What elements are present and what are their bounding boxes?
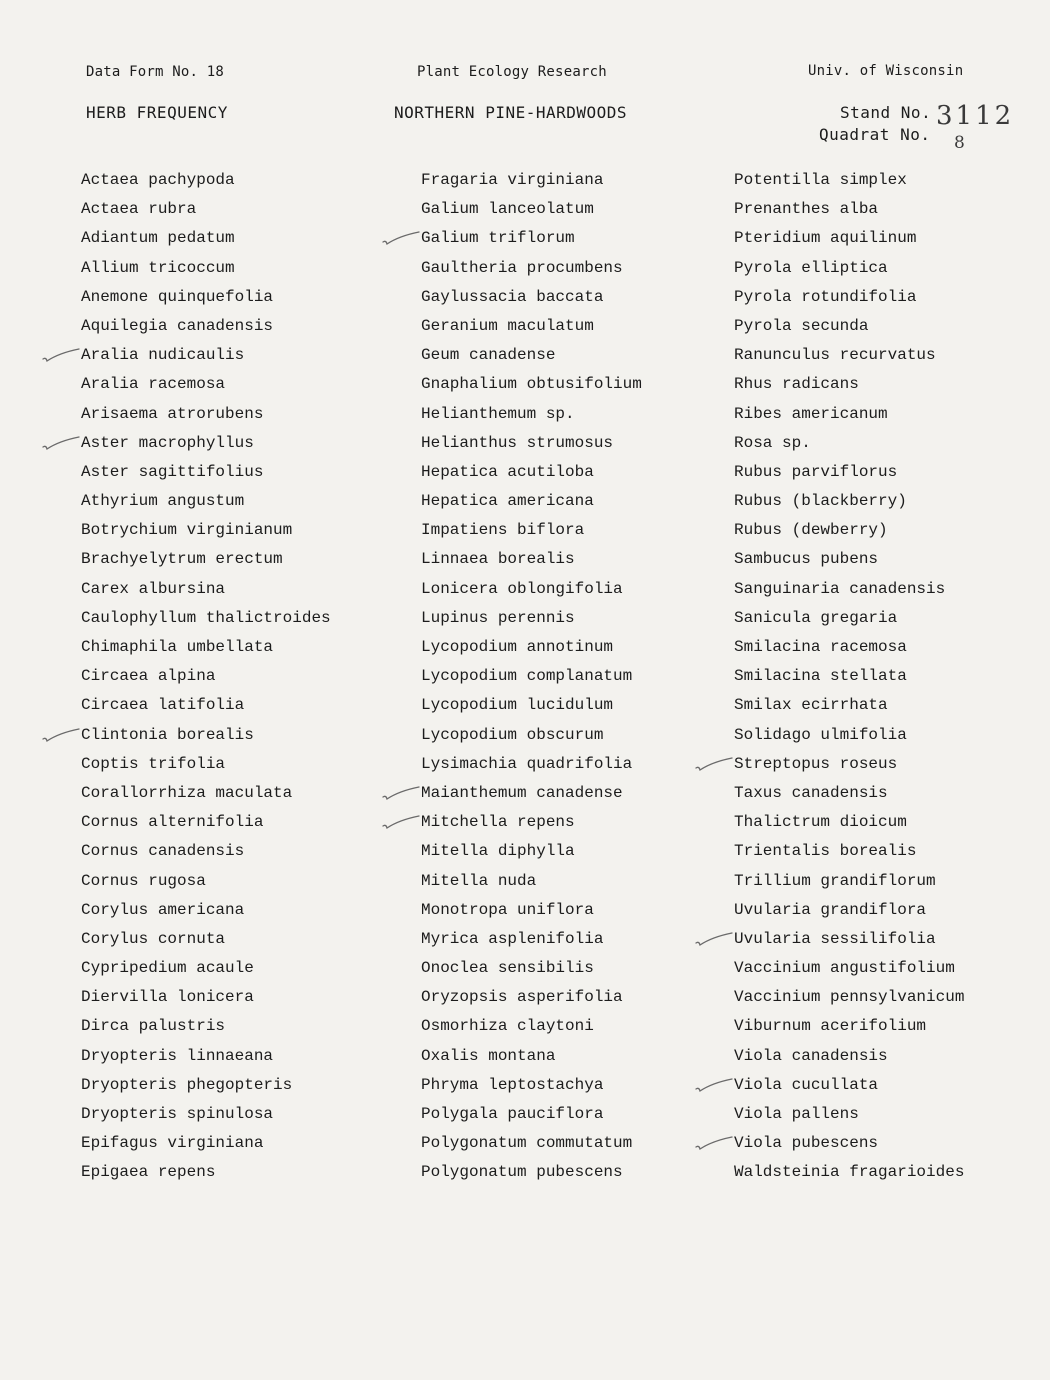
species-entry [734, 721, 1034, 750]
species-entry [734, 283, 1034, 312]
species-entry [734, 779, 1034, 808]
species-entry [421, 604, 721, 633]
species-name: Hepatica acutiloba [421, 462, 594, 481]
species-entry [421, 837, 721, 866]
species-entry [734, 341, 1034, 370]
check-mark-icon [694, 929, 734, 949]
species-name: Chimaphila umbellata [81, 638, 274, 656]
species-name: Galium lanceolatum [421, 200, 594, 219]
species-name: Potentilla simplex [734, 171, 907, 189]
check-mark-icon [41, 725, 81, 745]
species-entry [81, 779, 381, 808]
check-mark-icon [41, 433, 81, 453]
species-entry [734, 633, 1034, 662]
species-entry [734, 195, 1034, 224]
species-entry [734, 750, 1034, 779]
species-entry [81, 1129, 381, 1158]
species-entry [421, 400, 721, 429]
species-entry [734, 662, 1034, 691]
species-name: Mitella nuda [421, 871, 537, 890]
species-entry [421, 429, 721, 458]
species-name: Lysimachia quadrifolia [421, 754, 633, 773]
species-name: Lycopodium annotinum [421, 638, 614, 656]
species-entry [81, 691, 381, 720]
species-name: Rosa sp. [734, 433, 811, 452]
species-entry [734, 1158, 1034, 1187]
species-entry [734, 545, 1034, 574]
species-name: Helianthemum sp. [421, 404, 575, 423]
species-name: Maianthemum canadense [421, 783, 623, 802]
species-name: Brachyelytrum erectum [81, 550, 283, 569]
species-entry [734, 604, 1034, 633]
species-name: Viola cucullata [734, 1075, 879, 1094]
species-entry [421, 341, 721, 370]
species-entry [81, 166, 381, 195]
species-entry [421, 254, 721, 283]
species-entry [81, 195, 381, 224]
species-entry [421, 312, 721, 341]
species-entry [734, 1129, 1034, 1158]
species-entry [421, 1100, 721, 1129]
species-entry [81, 1158, 381, 1187]
species-entry [734, 925, 1034, 954]
form-number: Data Form No. 18 [86, 64, 225, 80]
species-name: Osmorhiza claytoni [421, 1017, 594, 1036]
species-name: Streptopus roseus [734, 754, 898, 773]
species-name: Gnaphalium obtusifolium [421, 375, 642, 394]
species-entry [421, 516, 721, 545]
species-entry [734, 954, 1034, 983]
species-name: Oxalis montana [421, 1046, 556, 1065]
species-name: Viola pallens [734, 1105, 859, 1123]
species-entry [81, 662, 381, 691]
species-name: Fragaria virginiana [421, 171, 604, 189]
species-name: Polygonatum pubescens [421, 1163, 623, 1182]
species-entry [81, 429, 381, 458]
species-name: Smilacina stellata [734, 667, 907, 686]
species-name: Sanguinaria canadensis [734, 579, 946, 598]
species-entry [81, 1100, 381, 1129]
species-name: Cypripedium acaule [81, 959, 254, 978]
species-name: Trientalis borealis [734, 842, 917, 861]
species-entry [421, 370, 721, 399]
species-entry [421, 545, 721, 574]
check-mark-icon [381, 228, 421, 248]
species-name: Anemone quinquefolia [81, 287, 274, 306]
species-name: Prenanthes alba [734, 200, 879, 219]
species-entry [81, 545, 381, 574]
species-name: Smilax ecirrhata [734, 696, 888, 715]
species-name: Uvularia sessilifolia [734, 929, 936, 948]
species-name: Vaccinium angustifolium [734, 959, 955, 978]
species-name: Aster sagittifolius [81, 462, 264, 481]
species-entry [421, 1071, 721, 1100]
species-entry [734, 1042, 1034, 1071]
species-entry [734, 1071, 1034, 1100]
species-entry [734, 808, 1034, 837]
species-entry [734, 896, 1034, 925]
species-name: Dryopteris spinulosa [81, 1105, 274, 1123]
species-name: Trillium grandiflorum [734, 871, 936, 890]
species-name: Lycopodium lucidulum [421, 696, 614, 715]
species-entry [734, 429, 1034, 458]
species-name: Aster macrophyllus [81, 433, 254, 452]
species-name: Sambucus pubens [734, 550, 879, 569]
species-name: Viola pubescens [734, 1134, 879, 1153]
species-entry [81, 400, 381, 429]
species-name: Pyrola secunda [734, 316, 869, 335]
species-entry [81, 867, 381, 896]
species-name: Solidago ulmifolia [734, 725, 907, 744]
species-name: Rubus parviflorus [734, 462, 898, 481]
species-entry [734, 837, 1034, 866]
species-entry [734, 487, 1034, 516]
species-name: Actaea pachypoda [81, 171, 235, 189]
species-name: Polygonatum commutatum [421, 1134, 633, 1153]
quadrat-label: Quadrat No. [819, 125, 931, 144]
species-entry [81, 808, 381, 837]
species-entry [421, 983, 721, 1012]
species-name: Polygala pauciflora [421, 1105, 604, 1123]
species-entry [81, 604, 381, 633]
species-entry [81, 254, 381, 283]
species-name: Lycopodium complanatum [421, 667, 633, 686]
species-name: Geum canadense [421, 346, 556, 365]
species-name: Adiantum pedatum [81, 229, 235, 248]
species-name: Epifagus virginiana [81, 1134, 264, 1153]
species-entry [81, 721, 381, 750]
species-name: Botrychium virginianum [81, 521, 293, 540]
species-entry [81, 633, 381, 662]
check-mark-icon [694, 1075, 734, 1095]
species-name: Epigaea repens [81, 1163, 216, 1182]
species-name: Lycopodium obscurum [421, 725, 604, 744]
species-entry [421, 896, 721, 925]
species-entry [81, 1012, 381, 1041]
university-name: Univ. of Wisconsin [808, 63, 964, 79]
species-entry [421, 487, 721, 516]
check-mark-icon [694, 754, 734, 774]
species-entry [734, 312, 1034, 341]
species-name: Phryma leptostachya [421, 1075, 604, 1094]
species-entry [734, 867, 1034, 896]
species-name: Pyrola rotundifolia [734, 287, 917, 306]
species-name: Corylus americana [81, 900, 245, 919]
species-entry [421, 1129, 721, 1158]
species-entry [81, 283, 381, 312]
species-name: Dryopteris linnaeana [81, 1046, 274, 1065]
species-entry [421, 575, 721, 604]
species-name: Carex albursina [81, 579, 226, 598]
species-entry [81, 983, 381, 1012]
species-name: Geranium maculatum [421, 316, 594, 335]
species-name: Rubus (dewberry) [734, 521, 888, 540]
species-name: Rubus (blackberry) [734, 492, 907, 511]
species-name: Impatiens biflora [421, 521, 585, 540]
species-name: Caulophyllum thalictroides [81, 608, 331, 627]
species-name: Monotropa uniflora [421, 900, 594, 919]
species-name: Ranunculus recurvatus [734, 346, 936, 365]
species-entry [81, 224, 381, 253]
species-entry [81, 341, 381, 370]
check-mark-icon [694, 1133, 734, 1153]
species-name: Myrica asplenifolia [421, 929, 604, 948]
quadrat-number: 8 [954, 133, 965, 153]
stand-number: 3112 [936, 101, 1015, 131]
species-name: Oryzopsis asperifolia [421, 988, 623, 1007]
stand-label: Stand No. [840, 103, 932, 122]
species-entry [421, 954, 721, 983]
species-name: Lonicera oblongifolia [421, 579, 623, 598]
species-entry [734, 691, 1034, 720]
species-name: Coptis trifolia [81, 754, 226, 773]
species-name: Smilacina racemosa [734, 638, 907, 656]
species-entry [421, 721, 721, 750]
species-entry [734, 983, 1034, 1012]
species-name: Uvularia grandiflora [734, 900, 927, 919]
species-entry [81, 516, 381, 545]
form-title: HERB FREQUENCY [86, 103, 228, 122]
species-name: Aralia nudicaulis [81, 346, 245, 365]
species-entry [421, 662, 721, 691]
species-entry [734, 1100, 1034, 1129]
species-entry [81, 954, 381, 983]
species-name: Gaylussacia baccata [421, 287, 604, 306]
species-entry [421, 750, 721, 779]
species-entry [421, 458, 721, 487]
species-name: Pyrola elliptica [734, 258, 888, 277]
species-entry [81, 575, 381, 604]
species-entry [81, 837, 381, 866]
species-name: Pteridium aquilinum [734, 229, 917, 248]
species-entry [81, 1071, 381, 1100]
species-entry [734, 575, 1034, 604]
species-name: Arisaema atrorubens [81, 404, 264, 423]
species-name: Diervilla lonicera [81, 988, 254, 1007]
species-entry [421, 867, 721, 896]
species-entry [734, 516, 1034, 545]
check-mark-icon [381, 783, 421, 803]
species-name: Galium triflorum [421, 229, 575, 248]
species-entry [421, 779, 721, 808]
species-name: Cornus rugosa [81, 871, 206, 890]
species-entry [734, 254, 1034, 283]
species-entry [81, 312, 381, 341]
species-name: Circaea latifolia [81, 696, 245, 715]
species-entry [81, 925, 381, 954]
check-mark-icon [41, 345, 81, 365]
species-entry [81, 1042, 381, 1071]
community-title: NORTHERN PINE-HARDWOODS [394, 103, 628, 122]
species-entry [421, 808, 721, 837]
species-name: Cornus canadensis [81, 842, 245, 861]
species-entry [81, 370, 381, 399]
species-column-3 [734, 166, 1034, 1188]
species-name: Dryopteris phegopteris [81, 1075, 293, 1094]
species-name: Dirca palustris [81, 1017, 226, 1036]
species-entry [81, 487, 381, 516]
species-entry [421, 633, 721, 662]
species-name: Athyrium angustum [81, 492, 245, 511]
species-name: Aquilegia canadensis [81, 316, 274, 335]
species-entry [734, 370, 1034, 399]
species-entry [734, 400, 1034, 429]
species-column-2 [421, 166, 721, 1188]
species-entry [81, 458, 381, 487]
species-name: Corylus cornuta [81, 929, 226, 948]
species-name: Allium tricoccum [81, 258, 235, 277]
species-entry [421, 166, 721, 195]
species-entry [421, 1012, 721, 1041]
species-entry [734, 458, 1034, 487]
species-entry [421, 224, 721, 253]
species-name: Circaea alpina [81, 667, 216, 686]
species-entry [421, 283, 721, 312]
species-name: Linnaea borealis [421, 550, 575, 569]
species-name: Waldsteinia fragarioides [734, 1163, 965, 1182]
species-name: Viola canadensis [734, 1046, 888, 1065]
species-entry [734, 166, 1034, 195]
check-mark-icon [381, 812, 421, 832]
species-entry [421, 195, 721, 224]
species-name: Lupinus perennis [421, 608, 575, 627]
species-name: Taxus canadensis [734, 783, 888, 802]
species-name: Corallorrhiza maculata [81, 783, 293, 802]
species-name: Mitella diphylla [421, 842, 575, 861]
species-column-1 [81, 166, 381, 1188]
species-entry [421, 1042, 721, 1071]
species-name: Vaccinium pennsylvanicum [734, 988, 965, 1007]
species-entry [734, 224, 1034, 253]
species-name: Cornus alternifolia [81, 813, 264, 832]
species-name: Helianthus strumosus [421, 433, 614, 452]
species-name: Rhus radicans [734, 375, 859, 394]
species-name: Onoclea sensibilis [421, 959, 594, 978]
species-name: Actaea rubra [81, 200, 197, 219]
species-name: Ribes americanum [734, 404, 888, 423]
species-name: Clintonia borealis [81, 725, 254, 744]
species-entry [421, 691, 721, 720]
species-name: Aralia racemosa [81, 375, 226, 394]
species-entry [734, 1012, 1034, 1041]
species-entry [81, 750, 381, 779]
species-name: Viburnum acerifolium [734, 1017, 927, 1036]
species-name: Sanicula gregaria [734, 608, 898, 627]
species-name: Gaultheria procumbens [421, 258, 623, 277]
organization-name: Plant Ecology Research [417, 64, 607, 80]
species-entry [81, 896, 381, 925]
species-name: Thalictrum dioicum [734, 813, 907, 832]
species-name: Hepatica americana [421, 492, 594, 511]
species-entry [421, 925, 721, 954]
species-name: Mitchella repens [421, 813, 575, 832]
species-entry [421, 1158, 721, 1187]
